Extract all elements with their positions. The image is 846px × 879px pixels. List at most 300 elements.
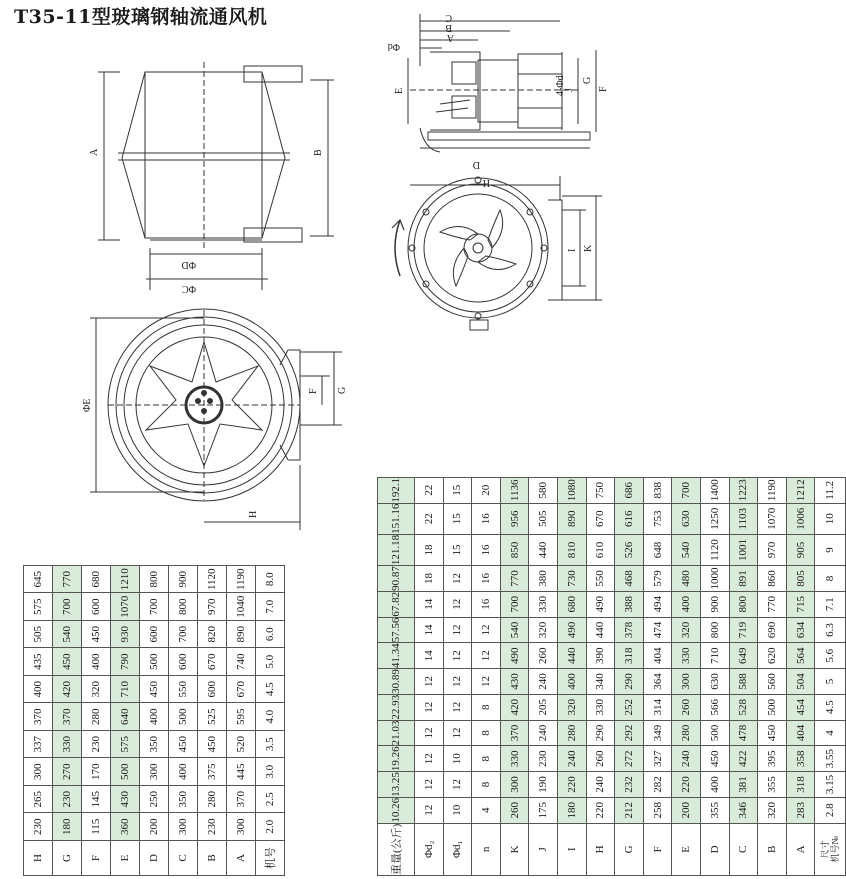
label-I-right: I [567,248,578,252]
table-cell: 480 [672,566,701,592]
table-cell: 890 [557,503,586,534]
table-cell: 240 [529,669,558,695]
table-cell: 370 [227,786,256,814]
table-cell: 891 [729,566,758,592]
table-header-cell: Φd₂ [415,823,444,875]
table-row [700,477,729,875]
table-cell: 540 [672,534,701,565]
table-cell: 690 [758,617,787,643]
table-cell: 404 [643,643,672,669]
table-cell: 680 [557,591,586,617]
table-cell: 14 [415,643,444,669]
table-cell: 265 [24,786,53,814]
table-cell: 648 [643,534,672,565]
table-cell: 710 [700,643,729,669]
table-header-cell: D [140,841,169,876]
table-cell: 3.0 [256,758,285,786]
table-cell: 8 [472,694,501,720]
table-cell: 220 [586,797,615,823]
table-row [529,477,558,875]
table-cell: 292 [615,720,644,746]
table-cell: 12 [443,669,472,695]
table-cell: 1190 [227,566,256,594]
right-side-view-drawing [408,14,596,152]
small-spec-table [23,565,285,876]
table-header-cell: E [672,823,701,875]
table-cell: 190 [529,772,558,798]
table-cell: 500 [140,648,169,676]
table-cell: 710 [111,676,140,704]
table-cell: 8 [472,746,501,772]
table-cell: 805 [786,566,815,592]
table-cell: 956 [500,503,529,534]
table-cell: 175 [529,797,558,823]
table-cell: 12 [415,669,444,695]
table-cell: 370 [24,703,53,731]
table-cell: 526 [615,534,644,565]
table-cell: 230 [24,813,53,841]
table-cell: 380 [529,566,558,592]
table-cell: 600 [169,648,198,676]
label-phid-right: Φd [387,41,400,52]
table-cell: 350 [140,731,169,759]
table-row [672,477,701,875]
table-cell: 300 [672,669,701,695]
table-cell: 970 [198,593,227,621]
table-cell: 400 [140,703,169,731]
table-cell: 212 [615,797,644,823]
table-cell: 300 [140,758,169,786]
right-front-view-drawing [392,176,602,330]
table-cell: 300 [24,758,53,786]
table-cell: 230 [198,813,227,841]
label-phiD: ΦD [181,259,196,270]
table-cell: 232 [615,772,644,798]
table-cell: 330 [500,746,529,772]
table-cell: 41.34 [378,643,415,669]
table-cell: 770 [500,566,529,592]
table-header-cell: H [586,823,615,875]
table-cell: 1120 [700,534,729,565]
table-cell: 850 [500,534,529,565]
table-cell: 400 [82,648,111,676]
table-cell: 715 [786,591,815,617]
table-cell: 670 [198,648,227,676]
table-cell: 800 [169,593,198,621]
table-cell: 750 [586,477,615,503]
table-cell: 12 [443,772,472,798]
table-cell: 121.18 [378,534,415,565]
table-cell: 200 [140,813,169,841]
table-cell: 400 [24,676,53,704]
label-A: A [89,148,100,156]
table-cell: 450 [700,746,729,772]
table-cell: 550 [169,676,198,704]
table-cell: 1190 [758,477,787,503]
table-cell: 770 [53,566,82,594]
table-cell: 900 [169,566,198,594]
table-cell: 700 [140,593,169,621]
table-cell: 430 [111,786,140,814]
table-cell: 790 [111,648,140,676]
table-cell: 1103 [729,503,758,534]
label-G: G [337,386,348,394]
table-cell: 280 [557,720,586,746]
table-cell: 445 [227,758,256,786]
table-cell: 550 [586,566,615,592]
small-table [23,565,285,876]
table-cell: 820 [198,621,227,649]
table-cell: 230 [82,731,111,759]
table-cell: 5 [815,669,846,695]
table-cell: 400 [557,669,586,695]
table-cell: 400 [672,591,701,617]
table-cell: 1210 [111,566,140,594]
table-row [586,477,615,875]
table-cell: 358 [786,746,815,772]
table-cell: 404 [786,720,815,746]
table-cell: 528 [729,694,758,720]
table-cell: 12 [443,694,472,720]
table-cell: 2.8 [815,797,846,823]
table-cell: 16 [472,534,501,565]
table-cell: 11.2 [815,477,846,503]
label-H: H [248,510,259,518]
table-header-cell: H [24,841,53,876]
table-row [786,477,815,875]
table-cell: 595 [227,703,256,731]
table-cell: 420 [500,694,529,720]
table-header-cell: A [227,841,256,876]
table-cell: 575 [111,731,140,759]
table-cell: 500 [111,758,140,786]
table-cell: 450 [758,720,787,746]
table-cell: 435 [24,648,53,676]
table-cell: 10 [443,746,472,772]
table-cell: 57.56 [378,617,415,643]
table-cell: 860 [758,566,787,592]
table-cell: 1223 [729,477,758,503]
table-cell: 258 [643,797,672,823]
table-cell: 115 [82,813,111,841]
table-cell: 252 [615,694,644,720]
table-cell: 8 [815,566,846,592]
table-cell: 1000 [700,566,729,592]
table-cell: 1070 [111,593,140,621]
table-cell: 610 [586,534,615,565]
table-cell: 588 [729,669,758,695]
table-cell: 300 [169,813,198,841]
table-row [198,566,227,876]
table-row [500,477,529,875]
table-header-cell: B [198,841,227,876]
table-cell: 320 [529,617,558,643]
table-cell: 1136 [500,477,529,503]
table-cell: 566 [700,694,729,720]
table-cell: 970 [758,534,787,565]
table-cell: 1070 [758,503,787,534]
table-cell: 634 [786,617,815,643]
table-cell: 318 [786,772,815,798]
table-cell: 12 [415,720,444,746]
table-cell: 330 [529,591,558,617]
table-cell: 12 [415,694,444,720]
table-cell: 670 [586,503,615,534]
table-cell: 205 [529,694,558,720]
table-cell: 300 [227,813,256,841]
table-cell: 494 [643,591,672,617]
table-cell: 30.89 [378,669,415,695]
table-cell: 645 [24,566,53,594]
label-phiC: ΦC [182,283,196,294]
table-cell: 290 [615,669,644,695]
table-header-cell: 重量(公斤) [378,823,415,875]
table-cell: 355 [758,772,787,798]
table-header-cell: J [529,823,558,875]
table-cell: 90.87 [378,566,415,592]
label-D-right: D [472,159,480,170]
label-B-right: B [445,22,452,33]
table-row [643,477,672,875]
table-row [758,477,787,875]
table-cell: 400 [169,758,198,786]
table-cell: 630 [700,669,729,695]
table-cell: 579 [643,566,672,592]
page-title: T35-11型玻璃钢轴流通风机 [14,6,268,28]
table-cell: 520 [227,731,256,759]
table-cell: 600 [82,593,111,621]
table-cell: 4 [815,720,846,746]
table-cell: 930 [111,621,140,649]
table-cell: 8.0 [256,566,285,594]
table-cell: 16 [472,591,501,617]
table-cell: 490 [500,643,529,669]
table-cell: 686 [615,477,644,503]
table-cell: 640 [111,703,140,731]
table-cell: 3.5 [256,731,285,759]
table-header-cell: F [643,823,672,875]
table-cell: 450 [140,676,169,704]
front-view-drawing [90,309,342,530]
table-cell: 230 [529,746,558,772]
table-cell: 616 [615,503,644,534]
table-cell: 260 [672,694,701,720]
corner-top-label: 尺寸 [820,840,831,859]
table-cell: 346 [729,797,758,823]
table-header-cell: C [169,841,198,876]
table-corner-cell [815,823,846,875]
table-cell: 12 [443,720,472,746]
table-cell: 700 [169,621,198,649]
table-cell: 15 [443,503,472,534]
table-cell: 670 [227,676,256,704]
table-cell: 13.25 [378,772,415,798]
table-cell: 200 [672,797,701,823]
table-cell: 450 [53,648,82,676]
table-cell: 280 [672,720,701,746]
table-cell: 330 [53,731,82,759]
table-cell: 290 [586,720,615,746]
table-cell: 600 [198,676,227,704]
table-cell: 318 [615,643,644,669]
table-cell: 700 [500,591,529,617]
table-header-cell: D [700,823,729,875]
table-header-cell: K [500,823,529,875]
table-cell: 280 [82,703,111,731]
label-F-right: F [598,86,609,92]
table-row [557,477,586,875]
table-cell: 12 [415,746,444,772]
table-cell: 9 [815,534,846,565]
label-F: F [308,388,319,394]
table-cell: 450 [198,731,227,759]
table-cell: 400 [700,772,729,798]
table-cell: 12 [472,643,501,669]
table-cell: 810 [557,534,586,565]
corner-bottom-label: 机号№ [830,836,841,863]
table-cell: 10 [443,797,472,823]
table-cell: 540 [53,621,82,649]
table-cell: 1040 [227,593,256,621]
table-header-cell: n [472,823,501,875]
table-cell: 10.26 [378,797,415,823]
table-cell: 22 [415,503,444,534]
table-cell: 240 [672,746,701,772]
table-cell: 3.15 [815,772,846,798]
table-cell: 19.26 [378,746,415,772]
table-cell: 4.0 [256,703,285,731]
table-cell: 272 [615,746,644,772]
table-cell: 18 [415,534,444,565]
label-B: B [313,149,324,156]
table-cell: 500 [169,703,198,731]
table-cell: 282 [643,772,672,798]
table-cell: 355 [700,797,729,823]
table-cell: 260 [500,797,529,823]
table-cell: 440 [586,617,615,643]
table-cell: 600 [140,621,169,649]
label-A-right: A [446,32,454,43]
table-cell: 430 [500,669,529,695]
table-cell: 505 [529,503,558,534]
table-cell: 468 [615,566,644,592]
table-cell: 1080 [557,477,586,503]
table-cell: 300 [500,772,529,798]
table-cell: 330 [672,643,701,669]
table-cell: 10 [815,503,846,534]
table-cell: 719 [729,617,758,643]
table-cell: 575 [24,593,53,621]
table-cell: 22.93 [378,694,415,720]
table-cell: 474 [643,617,672,643]
table-cell: 12 [415,772,444,798]
table-cell: 395 [758,746,787,772]
table-cell: 14 [415,591,444,617]
table-cell: 800 [729,591,758,617]
table-cell: 8 [472,772,501,798]
table-cell: 1120 [198,566,227,594]
table-cell: 4.5 [815,694,846,720]
table-row [415,477,444,875]
label-K-right: K [583,244,594,252]
large-table [377,477,846,876]
table-cell: 504 [786,669,815,695]
table-cell: 283 [786,797,815,823]
table-cell: 7.0 [256,593,285,621]
label-C-right: C [445,12,452,23]
table-cell: 337 [24,731,53,759]
table-cell: 440 [557,643,586,669]
table-cell: 1400 [700,477,729,503]
table-cell: 378 [615,617,644,643]
table-row [82,566,111,876]
table-cell: 15 [443,477,472,503]
label-J-right: J [564,88,575,92]
table-cell: 8 [472,720,501,746]
table-cell: 12 [472,669,501,695]
table-cell: 230 [53,786,82,814]
table-cell: 327 [643,746,672,772]
table-cell: 20 [472,477,501,503]
table-row [378,477,415,875]
table-cell: 375 [198,758,227,786]
table-cell: 450 [169,731,198,759]
table-row [729,477,758,875]
table-cell: 478 [729,720,758,746]
table-header-cell: B [758,823,787,875]
table-cell: 505 [24,621,53,649]
table-cell: 250 [140,786,169,814]
table-cell: 454 [786,694,815,720]
table-cell: 564 [786,643,815,669]
table-cell: 240 [529,720,558,746]
table-row [256,566,285,876]
table-cell: 180 [557,797,586,823]
table-cell: 320 [557,694,586,720]
table-cell: 4.5 [256,676,285,704]
table-cell: 580 [529,477,558,503]
side-view-drawing [98,62,334,290]
table-cell: 800 [140,566,169,594]
table-cell: 220 [557,772,586,798]
table-cell: 649 [729,643,758,669]
table-row [169,566,198,876]
table-cell: 240 [557,746,586,772]
table-cell: 6.0 [256,621,285,649]
table-cell: 490 [557,617,586,643]
table-cell: 2.5 [256,786,285,814]
table-cell: 220 [672,772,701,798]
table-cell: 490 [586,591,615,617]
table-cell: 900 [700,591,729,617]
table-row [227,566,256,876]
table-cell: 7.1 [815,591,846,617]
table-cell: 753 [643,503,672,534]
table-header-cell: A [786,823,815,875]
table-cell: 12 [443,591,472,617]
table-cell: 280 [198,786,227,814]
table-cell: 770 [758,591,787,617]
table-cell: 680 [82,566,111,594]
table-cell: 349 [643,720,672,746]
table-cell: 3.55 [815,746,846,772]
table-cell: 15 [443,534,472,565]
table-cell: 440 [529,534,558,565]
table-cell: 5.6 [815,643,846,669]
table-cell: 700 [672,477,701,503]
table-cell: 838 [643,477,672,503]
table-row [140,566,169,876]
